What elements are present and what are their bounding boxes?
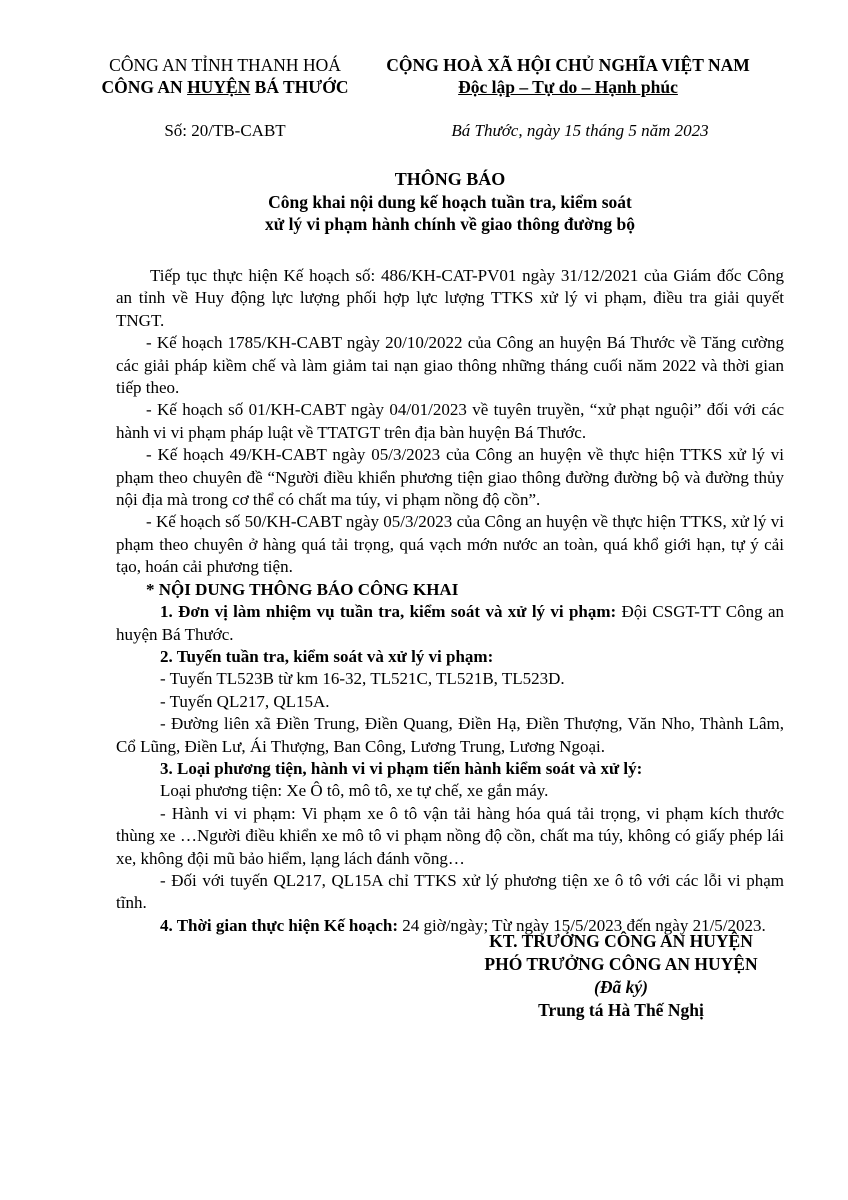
vehicle-types: Loại phương tiện: Xe Ô tô, mô tô, xe tự chế, xe gắn máy. xyxy=(160,781,549,801)
national-motto: Độc lập – Tự do – Hạnh phúc xyxy=(458,77,678,97)
section-4: 4. Thời gian thực hiện Kế hoạch: 24 giờ/ngày; Từ ngày 15/5/2023 đến ngày 21/5/2023. xyxy=(160,915,766,935)
section-1: 1. Đơn vị làm nhiệm vụ tuần tra, kiểm soát và xử lý vi phạm: Đội CSGT-TT Công an huyện Bá Thước. xyxy=(116,602,784,644)
document-number: Số: 20/TB-CABT xyxy=(164,121,286,140)
issuer-parent: CÔNG AN TỈNH THANH HOÁ xyxy=(109,55,341,75)
route-item: - Tuyến QL217, QL15A. xyxy=(160,691,330,711)
signed-mark: (Đã ký) xyxy=(594,977,648,997)
issuer-name: CÔNG AN HUYỆN BÁ THƯỚC xyxy=(101,77,349,97)
section-2-heading: 2. Tuyến tuần tra, kiểm soát và xử lý vi phạm: xyxy=(160,646,494,666)
signature-block xyxy=(456,930,786,1022)
body-paragraph: - Kế hoạch số 01/KH-CABT ngày 04/01/2023 về tuyên truyền, “xử phạt nguội” đối với các hành vi vi phạm pháp luật về TTATGT trên địa bàn huyện Bá Thước. xyxy=(116,400,784,442)
body-paragraph: - Kế hoạch số 50/KH-CABT ngày 05/3/2023 của Công an huyện về thực hiện TTKS, xử lý vi phạm theo chuyên ở hàng quá tải trọng, quá vạch mớn nước an toàn, quá khổ giới hạn, tự ý cải tạo, hoán cải phương tiện. xyxy=(116,512,784,577)
body-paragraph: Tiếp tục thực hiện Kế hoạch số: 486/KH-CAT-PV01 ngày 31/12/2021 của Giám đốc Công an tỉnh về Huy động lực lượng phối hợp lực lượng TTKS xử lý vi phạm, điều tra giải quyết TNGT. xyxy=(116,266,784,330)
notice-subtitle-1: Công khai nội dung kế hoạch tuần tra, kiểm soát xyxy=(268,191,632,212)
violation-item: - Hành vi vi phạm: Vi phạm xe ô tô vận tải hàng hóa quá tải trọng, vi phạm kích thước thùng xe …Người điều khiển xe mô tô vi phạm nồng độ cồn, chất ma túy, không có giấy phép lái xe, không đội mũ bảo hiểm, lạng lách đánh võng… xyxy=(116,803,784,868)
route-item: - Tuyến TL523B từ km 16-32, TL521C, TL521B, TL523D. xyxy=(160,669,565,689)
violation-item: - Đối với tuyến QL217, QL15A chỉ TTKS xử lý phương tiện xe ô tô với các lỗi vi phạm tĩnh. xyxy=(116,870,784,913)
signature-authority-line: KT. TRƯỞNG CÔNG AN HUYỆN xyxy=(489,931,753,951)
route-item: - Đường liên xã Điền Trung, Điền Quang, Điền Hạ, Điền Thượng, Văn Nho, Thành Lâm, Cổ Lũng, Điền Lư, Ái Thượng, Ban Công, Lương Trung, Lương Ngoại. xyxy=(116,714,784,756)
issuer-block xyxy=(72,54,378,98)
place-date: Bá Thước, ngày 15 tháng 5 năm 2023 xyxy=(451,121,709,140)
notice-title-block xyxy=(116,168,784,236)
notice-title: THÔNG BÁO xyxy=(394,169,506,189)
section-heading: * NỘI DUNG THÔNG BÁO CÔNG KHAI xyxy=(146,579,459,599)
national-name: CỘNG HOÀ XÃ HỘI CHỦ NGHĨA VIỆT NAM xyxy=(386,55,750,75)
body-paragraph: - Kế hoạch 49/KH-CABT ngày 05/3/2023 của Công an huyện về thực hiện TTKS xử lý vi phạm theo chuyên đề “Người điều khiển phương tiện giao thông đường đường bộ và đường thủy nội địa mà trong cơ thể có chất ma túy, vi phạm nồng độ cồn”. xyxy=(116,445,784,510)
signature-title-line: PHÓ TRƯỞNG CÔNG AN HUYỆN xyxy=(484,954,758,974)
notice-subtitle-2: xử lý vi phạm hành chính về giao thông đường bộ xyxy=(264,214,636,234)
body-paragraph: - Kế hoạch 1785/KH-CABT ngày 20/10/2022 của Công an huyện Bá Thước về Tăng cường các giải pháp kiềm chế và làm giảm tai nạn giao thông những tháng cuối năm 2022 và thời gian tiếp theo. xyxy=(116,333,784,398)
national-motto-block xyxy=(372,54,764,98)
signer-name: Trung tá Hà Thế Nghị xyxy=(538,1000,704,1020)
notice-body xyxy=(116,265,784,937)
section-3-heading: 3. Loại phương tiện, hành vi vi phạm tiến hành kiểm soát và xử lý: xyxy=(160,758,643,778)
